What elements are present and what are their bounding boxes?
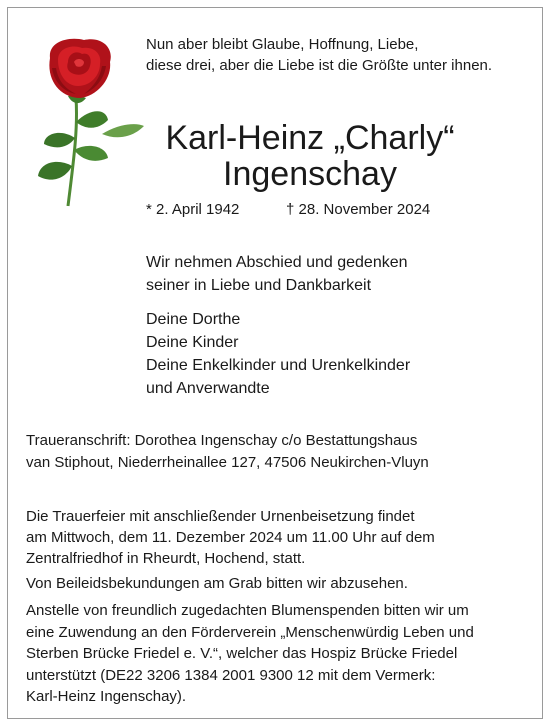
mourner-line: Deine Kinder (146, 334, 239, 351)
address-line-1: Traueranschrift: Dorothea Ingenschay c/o Bestattungshaus (26, 432, 418, 449)
donation-line-1: Anstelle von freundlich zugedachten Blumenspenden bitten wir um (26, 602, 469, 619)
verse-line-1: Nun aber bleibt Glaube, Hoffnung, Liebe, (146, 36, 419, 53)
address-line-2: van Stiphout, Niederrheinallee 127, 47506 Neukirchen-Vluyn (26, 454, 429, 471)
death-date: † 28. November 2024 (286, 201, 431, 218)
ceremony-line-3: Zentralfriedhof in Rheurdt, Hochend, statt. (26, 550, 306, 567)
donation-line-4: unterstützt (DE22 3206 1384 2001 9300 12 mit dem Vermerk: (26, 666, 436, 684)
mourning-address (26, 430, 526, 474)
ceremony-line-1: Die Trauerfeier mit anschließender Urnenbeisetzung findet (26, 508, 415, 525)
mourner-line: und Anverwandte (146, 380, 270, 397)
donation-request (26, 600, 526, 708)
condolence-line: Von Beileidsbekundungen am Grab bitten wir abzusehen. (26, 575, 408, 592)
ceremony-info (26, 506, 526, 569)
ceremony-line-2: am Mittwoch, dem 11. Dezember 2024 um 11.00 Uhr auf dem (26, 529, 435, 546)
donation-line-5: Karl-Heinz Ingenschay). (26, 688, 187, 705)
deceased-name-line-1: Karl-Heinz „Charly“ (165, 119, 455, 157)
mourners-list (146, 308, 506, 400)
deceased-name-line-2: Ingenschay (223, 155, 397, 193)
mourner-line: Deine Enkelkinder und Urenkelkinder (146, 357, 411, 374)
condolence-note (26, 573, 526, 594)
farewell-line-1: Wir nehmen Abschied und gedenken (146, 254, 408, 271)
bible-verse (146, 34, 541, 76)
life-dates (146, 200, 466, 220)
farewell-line-2: seiner in Liebe und Dankbarkeit (146, 277, 372, 294)
mourner-line: Deine Dorthe (146, 311, 241, 328)
donation-line-3: Sterben Brücke Friedel e. V.“, welcher das Hospiz Brücke Friedel (26, 645, 458, 662)
farewell-text (146, 251, 506, 297)
birth-date: * 2. April 1942 (146, 201, 240, 218)
deceased-name (100, 120, 520, 192)
donation-line-2: eine Zuwendung an den Förderverein „Menschenwürdig Leben und (26, 623, 474, 641)
verse-line-2: diese drei, aber die Liebe ist die Größte unter ihnen. (146, 57, 493, 74)
